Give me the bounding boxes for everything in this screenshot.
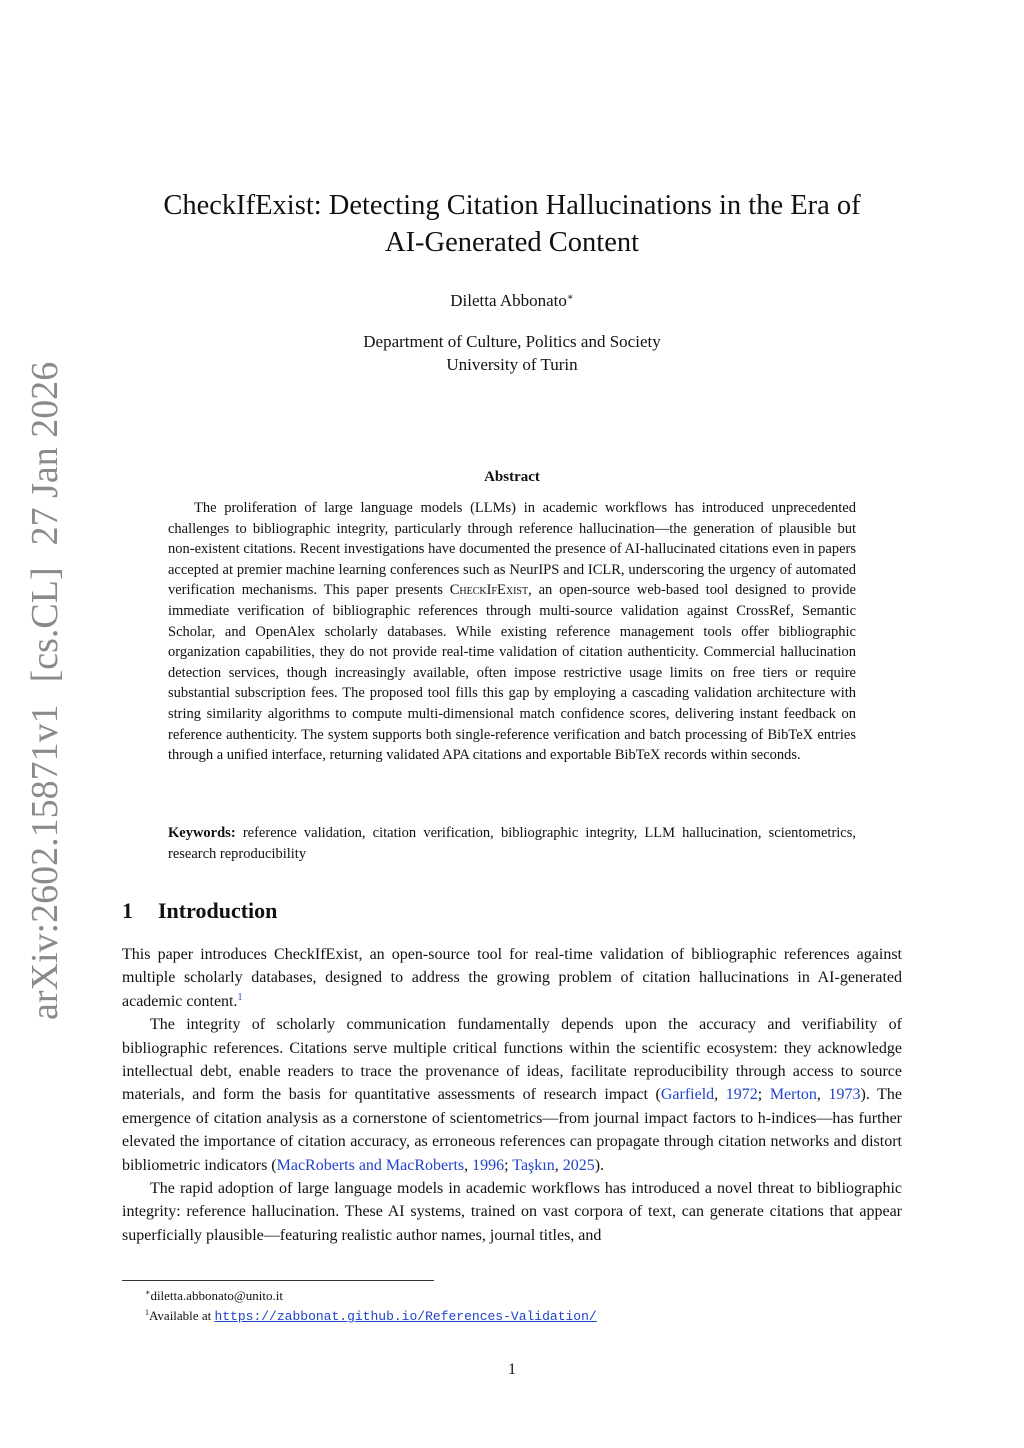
intro-paragraph-2: The integrity of scholarly communication fundamentally depends upon the accuracy and verifiability of bibliographic references. Citations serve multiple critical functions within the scientific ecosystem: they acknowledge intellectual debt, enable readers to trace the provenance of ideas, facilitate reproducibility through access to source materials, and form the basis for quantitative assessments of research impact (Garfield, 1972; Merton, 1973). The emergence of citation analysis as a cornerstone of scientometrics—from journal impact factors to h-indices—has further elevated the importance of citation accuracy, as erroneous references can propagate through citation networks and distort bibliometric indicators (MacRoberts and MacRoberts, 1996; Taşkın, 2025).: [122, 1016, 903, 1174]
abstract-heading: Abstract: [484, 469, 540, 485]
footnotes: [145, 1286, 905, 1327]
citation-macroberts[interactable]: MacRoberts and MacRoberts: [276, 1156, 465, 1174]
citation-merton-year[interactable]: 1973: [828, 1086, 861, 1104]
author-name: Diletta Abbonato: [450, 291, 567, 310]
section-title: Introduction: [158, 898, 278, 923]
abstract-text-part-1: The proliferation of large language models (LLMs) in academic workflows has introduced unprecedented challenges to bibliographic integrity, particularly through reference hallucination—the generation of plausible but non-existent citations. Recent investigations have documented the presence of AI-hallucinated citations even in papers accepted at premier machine learning conferences such as NeurIPS and ICLR, underscoring the urgency of automated verification mechanisms. This paper presents: [168, 500, 856, 599]
abstract-body: [168, 498, 856, 766]
footnote-1-marker: 1: [145, 1308, 149, 1317]
affiliation-university: University of Turin: [446, 355, 578, 374]
citation-garfield[interactable]: Garfield: [660, 1086, 715, 1104]
keywords-label: Keywords:: [168, 825, 236, 841]
citation-taskin-year[interactable]: 2025: [562, 1156, 595, 1174]
intro-paragraph-1-text: This paper introduces CheckIfExist, an open-source tool for real-time validation of bibliographic references against multiple scholarly databases, designed to address the growing problem of citation hallucinations in AI-generated academic content.: [122, 946, 902, 1010]
footnote-link-1[interactable]: 1: [237, 991, 243, 1003]
footnote-1: [145, 1306, 905, 1327]
intro-paragraph-1: [122, 943, 902, 1013]
author-line: [122, 287, 902, 312]
affiliation-department: Department of Culture, Politics and Society: [363, 332, 661, 351]
footnote-email-text: diletta.abbonato@unito.it: [150, 1288, 283, 1303]
keywords-text: reference validation, citation verification, bibliographic integrity, LLM hallucination, scientometrics, research reproducibility: [168, 825, 857, 862]
author-footnote-marker: ∗: [566, 292, 574, 303]
affiliation: [122, 330, 902, 376]
arxiv-category: [cs.CL]: [24, 567, 66, 683]
paper-title-line-2: AI-Generated Content: [384, 227, 640, 258]
paper-title-line-1: CheckIfExist: Detecting Citation Hallucinations in the Era of: [163, 190, 861, 221]
intro-paragraph-3: The rapid adoption of large language models in academic workflows has introduced a novel threat to bibliographic integrity: reference hallucination. These AI systems, trained on vast corpora of text, can generate citations that appear superficially plausible—featuring realistic author names, journal titles, and: [122, 1180, 902, 1244]
citation-merton[interactable]: Merton: [769, 1086, 817, 1104]
footnote-email-marker: ∗: [145, 1288, 151, 1297]
arxiv-id: arXiv:2602.15871v1: [24, 704, 66, 1020]
abstract-text-part-2: , an open-source web-based tool designed to provide immediate verification of bibliographic references through multi-source validation against CrossRef, Semantic Scholar, and OpenAlex scholarly databases. While existing reference management tools offer bibliographic organization capabilities, they do not provide real-time validation of citation authenticity. Commercial hallucination detection services, though increasingly available, often impose restrictive usage limits on free tiers or require substantial subscription fees. The proposed tool fills this gap by employing a cascading validation architecture with string similarity algorithms to compute multi-dimensional match confidence scores, delivering instant feedback on reference authenticity. The system supports both single-reference verification and batch processing of BibTeX entries through a unified interface, returning validated APA citations and exportable BibTeX records within seconds.: [168, 582, 856, 764]
intro-paragraph-2-text-a: The integrity of scholarly communication fundamentally depends upon the accuracy and verifiability of bibliographic references. Citations serve multiple critical functions within the scientific ecosystem: they acknowledge intellectual debt, enable readers to trace the provenance of ideas, facilitate reproducibility through access to source materials, and form the basis for quantitative assessments of research impact (: [122, 1016, 902, 1104]
citation-taskin[interactable]: Taşkın: [512, 1156, 555, 1174]
introduction-body: [122, 943, 902, 1247]
footnote-1-url-link[interactable]: https://zabbonat.github.io/References-Validation/: [214, 1309, 597, 1324]
citation-garfield-year[interactable]: 1972: [725, 1086, 758, 1104]
footnote-1-text: Available at: [149, 1308, 215, 1323]
footnote-email: [145, 1286, 905, 1306]
section-number: 1: [122, 898, 133, 923]
footnote-divider: [122, 1280, 434, 1281]
paper-title: [122, 187, 902, 261]
abstract-tool-name: CheckIfExist: [449, 582, 529, 599]
keywords: [168, 823, 856, 864]
arxiv-date: 27 Jan 2026: [24, 361, 66, 546]
intro-paragraph-2-text-b: ). The emergence of citation analysis as a cornerstone of scientometrics—from journal impact factors to h-indices—has further elevated the importance of citation accuracy, as erroneous references can propagate through citation networks and distort bibliometric indicators (: [122, 1086, 903, 1174]
section-heading-introduction: [122, 897, 902, 925]
page-number: 1: [508, 1361, 516, 1378]
intro-paragraph-2-text-c: ).: [594, 1156, 605, 1174]
citation-macroberts-year[interactable]: 1996: [472, 1156, 505, 1174]
arxiv-identifier-stamp: [5, 361, 85, 1020]
